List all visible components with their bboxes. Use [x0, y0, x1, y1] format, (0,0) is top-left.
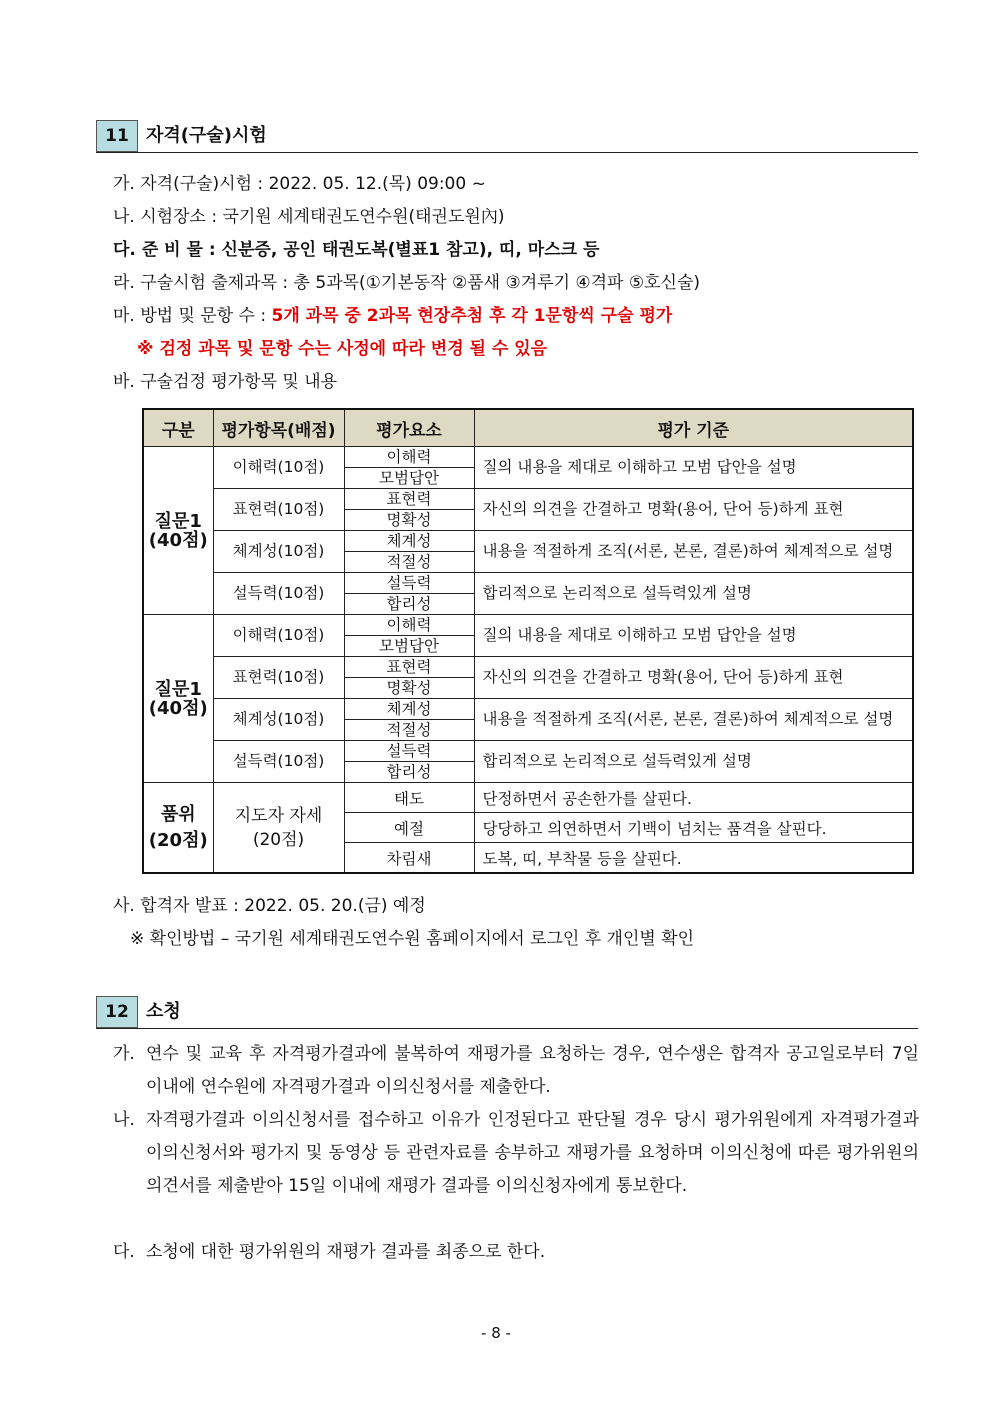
table-row-element: 설득력: [344, 573, 474, 594]
table-row-element: 명확성: [344, 678, 474, 699]
item-preparation: 다. 준 비 물 : 신분증, 공인 태권도복(별표1 참고), 띠, 마스크 등: [113, 240, 600, 260]
section-number: 12: [96, 996, 138, 1028]
table-row-criteria: 질의 내용을 제대로 이해하고 모범 답안을 설명: [474, 447, 913, 489]
table-row-element: 체계성: [344, 531, 474, 552]
table-row-criteria: 당당하고 의연하면서 기백이 넘치는 품격을 살핀다.: [474, 813, 913, 843]
item-announcement: 사. 합격자 발표 : 2022. 05. 20.(금) 예정: [113, 896, 426, 916]
group-question2: 질문1 (40점): [143, 615, 213, 783]
table-row-criteria: 질의 내용을 제대로 이해하고 모범 답안을 설명: [474, 615, 913, 657]
table-row-criteria: 내용을 적절하게 조직(서론, 본론, 결론)하여 체계적으로 설명: [474, 531, 913, 573]
section-12-header: [96, 996, 918, 1029]
group-question1: 질문1 (40점): [143, 447, 213, 615]
table-row-element: 모범답안: [344, 636, 474, 657]
table-row-element: 적절성: [344, 720, 474, 741]
table-row-element: 설득력: [344, 741, 474, 762]
table-row-criteria: 단정하면서 공손한가를 살핀다.: [474, 783, 913, 813]
item-exam-venue: 나. 시험장소 : 국기원 세계태권도연수원(태권도원內): [113, 207, 505, 227]
group-dignity: 품위 (20점): [143, 783, 213, 874]
table-row-element: 모범답안: [344, 468, 474, 489]
table-row-element: 차림새: [344, 843, 474, 874]
table-row-item: 표현력(10점): [213, 489, 344, 531]
table-row-element: 합리성: [344, 762, 474, 783]
table-row-item: 이해력(10점): [213, 447, 344, 489]
page-number: - 8 -: [481, 1324, 511, 1342]
announcement-note: ※ 확인방법 – 국기원 세계태권도연수원 홈페이지에서 로그인 후 개인별 확인: [130, 929, 695, 949]
table-row-item: 지도자 자세 (20점): [213, 783, 344, 874]
table-row-criteria: 자신의 의견을 간결하고 명확(용어, 단어 등)하게 표현: [474, 489, 913, 531]
table-row-item: 체계성(10점): [213, 531, 344, 573]
table-row-element: 이해력: [344, 447, 474, 468]
method-highlight: 5개 과목 중 2과목 현장추첨 후 각 1문항씩 구술 평가: [271, 306, 673, 326]
section-title: 자격(구술)시험: [146, 125, 267, 146]
table-row-item: 이해력(10점): [213, 615, 344, 657]
table-row-element: 합리성: [344, 594, 474, 615]
header-element: 평가요소: [344, 409, 474, 447]
appeal-item: 다. 소청에 대한 평가위원의 재평가 결과를 최종으로 한다.: [113, 1242, 546, 1262]
table-row-element: 이해력: [344, 615, 474, 636]
table-row-item: 표현력(10점): [213, 657, 344, 699]
section-11-header: [96, 120, 918, 153]
table-row-element: 체계성: [344, 699, 474, 720]
table-row-element: 태도: [344, 783, 474, 813]
table-row-item: 설득력(10점): [213, 573, 344, 615]
table-row-element: 명확성: [344, 510, 474, 531]
table-row-criteria: 도복, 띠, 부착물 등을 살핀다.: [474, 843, 913, 874]
table-row-criteria: 자신의 의견을 간결하고 명확(용어, 단어 등)하게 표현: [474, 657, 913, 699]
item-subjects: 라. 구술시험 출제과목 : 총 5과목(①기본동작 ②품새 ③겨루기 ④격파 ⑤호신술): [113, 273, 701, 293]
table-row-criteria: 합리적으로 논리적으로 설득력있게 설명: [474, 573, 913, 615]
table-row-item: 체계성(10점): [213, 699, 344, 741]
header-criteria: 평가 기준: [474, 409, 913, 447]
item-method: 마. 방법 및 문항 수 : 5개 과목 중 2과목 현장추첨 후 각 1문항씩 구술 평가: [113, 306, 673, 326]
header-item: 평가항목(배점): [213, 409, 344, 447]
method-note: ※ 검정 과목 및 문항 수는 사정에 따라 변경 될 수 있음: [137, 339, 548, 359]
table-row-item: 설득력(10점): [213, 741, 344, 783]
appeal-item: 가. 연수 및 교육 후 자격평가결과에 불복하여 재평가를 요청하는 경우, 연수생은 합격자 공고일로부터 7일 이내에 연수원에 자격평가결과 이의신청서를 제출한다.: [113, 1044, 919, 1097]
header-category: 구분: [143, 409, 213, 447]
table-row-element: 표현력: [344, 489, 474, 510]
appeal-item: 나. 자격평가결과 이의신청서를 접수하고 이유가 인정된다고 판단될 경우 당시 평가위원에게 자격평가결과 이의신청서와 평가지 및 동영상 등 관련자료를 송부하고 재평가를 요청하며 이의신청에 따른 평가위원의 의견서를 제출받아 15일 이내에 재평가 결과를 이의신청자에게 통보한다.: [113, 1110, 919, 1196]
item-exam-date: 가. 자격(구술)시험 : 2022. 05. 12.(목) 09:00 ~: [113, 174, 486, 194]
section-number: 11: [96, 120, 138, 152]
item-eval-table-title: 바. 구술검정 평가항목 및 내용: [113, 372, 338, 392]
evaluation-table: [142, 408, 914, 874]
table-row-element: 적절성: [344, 552, 474, 573]
table-row-element: 예절: [344, 813, 474, 843]
section-title: 소청: [146, 1001, 181, 1022]
table-row-criteria: 합리적으로 논리적으로 설득력있게 설명: [474, 741, 913, 783]
table-row-criteria: 내용을 적절하게 조직(서론, 본론, 결론)하여 체계적으로 설명: [474, 699, 913, 741]
table-row-element: 표현력: [344, 657, 474, 678]
